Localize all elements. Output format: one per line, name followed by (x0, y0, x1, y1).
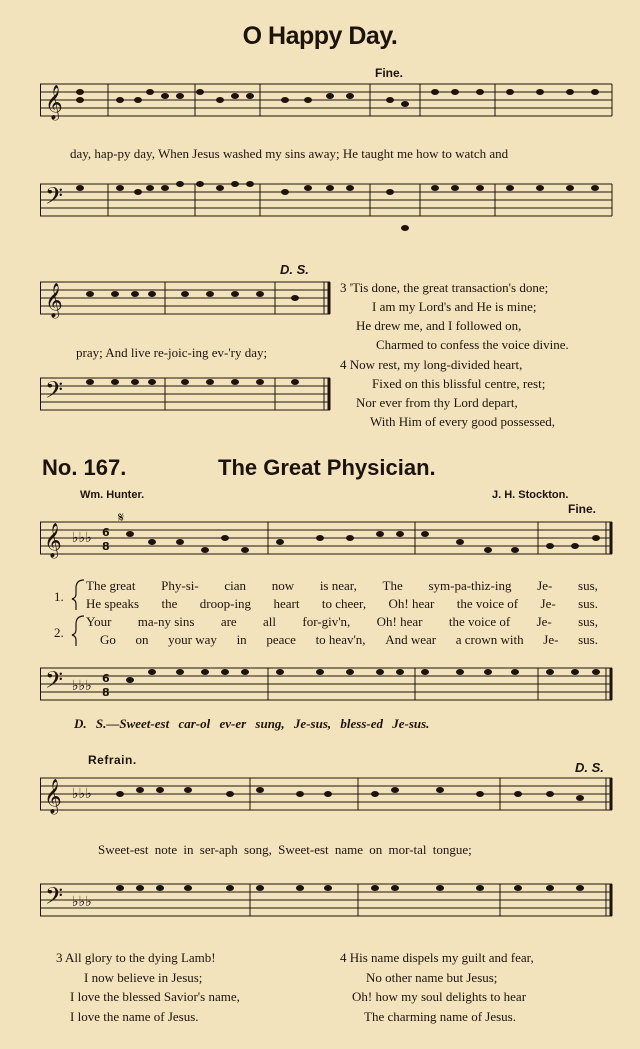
verse-line: He drew me, and I followed on, (356, 318, 522, 333)
segno-icon: 𝄋 (118, 512, 125, 526)
verse1-line1 (86, 578, 598, 594)
hymn1-verse4 (340, 355, 555, 431)
verse-line: 4 Now rest, my long-divided heart, (340, 357, 523, 372)
verse-line: The charming name of Jesus. (364, 1008, 516, 1024)
verse2-line2 (100, 632, 598, 648)
lyric-syllable: Je- (536, 614, 552, 629)
staff-treble-1 (40, 78, 615, 138)
lyric-syllable: cian (224, 578, 247, 593)
verse-line: Oh! how my soul delights to hear (352, 989, 527, 1004)
bass-clef-icon: 𝄢 (45, 182, 64, 215)
verse-line: 3 All glory to the dying Lamb! (56, 950, 216, 965)
lyric-syllable: now (271, 578, 295, 593)
verse-line: I love the name of Jesus. (70, 1008, 199, 1024)
svg-text:𝄞: 𝄞 (45, 283, 63, 318)
lyric-syllable: sus, (578, 614, 598, 629)
svg-text:6: 6 (102, 526, 110, 539)
lyric-syllable: Your (86, 614, 112, 629)
hymn-number: No. 167. (42, 455, 127, 480)
verse-line: 3 'Tis done, the great transaction's done; (340, 280, 549, 295)
lyric-syllable: sus. (578, 632, 598, 647)
svg-text:8: 8 (102, 686, 110, 699)
lyric-syllable: on (135, 632, 149, 647)
lyric-syllable: in (236, 632, 247, 647)
verse-line: I love the blessed Savior's name, (70, 989, 240, 1004)
lyric-syllable: a crown with (455, 632, 524, 647)
hymn2-verse4 (340, 948, 534, 1026)
lyric-syllable: your way (168, 632, 217, 647)
svg-text:♭♭♭: ♭♭♭ (72, 894, 92, 910)
ds-lyrics: D. S.—Sweet-est car-ol ev-er sung, Je-sus, bless-ed Je-sus. (74, 716, 430, 731)
verse2-line1 (86, 614, 598, 630)
lyric-syllable: peace (266, 632, 296, 647)
svg-text:𝄢: 𝄢 (45, 666, 64, 699)
lyric-syllable: He speaks (86, 596, 140, 611)
lyric-syllable: all (263, 614, 277, 629)
lyric-syllable: The great (86, 578, 136, 593)
lyric-syllable: sus, (578, 578, 598, 593)
lyric-syllable: Oh! hear (376, 614, 423, 629)
staff-bass-4 (40, 870, 615, 930)
lyric-syllable: sus. (578, 596, 598, 611)
svg-text:♭♭♭: ♭♭♭ (72, 786, 92, 802)
hymn-title: The Great Physician. (218, 455, 436, 480)
verse-line: Fixed on this blissful centre, rest; (372, 376, 546, 391)
ds-marker: D. S. (575, 760, 604, 775)
staff-treble-2 (40, 276, 335, 331)
hymn1-verse3 (340, 278, 569, 354)
hymn2-verse3 (56, 948, 240, 1026)
verse-line: Charmed to confess the voice divine. (376, 337, 569, 352)
svg-text:8: 8 (102, 540, 110, 553)
treble-clef-icon: 𝄞 (45, 85, 63, 120)
lyric-syllable: Oh! hear (388, 596, 435, 611)
lyric-syllable: to heav'n, (315, 632, 366, 647)
staff-treble-4 (40, 770, 615, 830)
staff-bass-2 (40, 372, 335, 422)
staff-treble-3 (40, 512, 615, 574)
staff-bass-3 (40, 650, 615, 712)
verse-number: 2. (54, 625, 64, 640)
lyric-syllable: And wear (385, 632, 437, 647)
verse-line: I am my Lord's and He is mine; (372, 299, 537, 314)
refrain-label: Refrain. (88, 753, 137, 767)
lyric-syllable: Je- (540, 596, 556, 611)
author-credit: Wm. Hunter. (80, 489, 145, 501)
ds-marker: D. S. (280, 262, 309, 277)
hymn1-lyrics-line2: pray; And live re-joic-ing ev-'ry day; (76, 345, 268, 360)
verse-line: With Him of every good possessed, (370, 414, 556, 429)
lyric-syllable: the voice of (456, 596, 519, 611)
svg-text:♭♭♭: ♭♭♭ (72, 678, 92, 694)
svg-text:𝄞: 𝄞 (44, 523, 62, 558)
verse-line: No other name but Jesus; (366, 969, 498, 985)
lyric-syllable: Phy-si- (161, 578, 199, 593)
refrain-lyrics: Sweet-est note in ser-aph song, Sweet-est name on mor-tal tongue; (98, 842, 472, 857)
composer-credit: J. H. Stockton. (492, 489, 569, 501)
svg-text:𝄢: 𝄢 (45, 882, 64, 915)
lyric-syllable: the (161, 596, 178, 611)
svg-text:𝄢: 𝄢 (45, 376, 64, 409)
lyric-syllable: sym-pa-thiz-ing (428, 578, 512, 593)
lyric-syllable: Je- (537, 578, 553, 593)
svg-text:𝄞: 𝄞 (44, 779, 62, 814)
lyric-syllable: Je- (543, 632, 559, 647)
fine-marker: Fine. (375, 66, 404, 80)
verse-number: 1. (54, 589, 64, 604)
svg-text:6: 6 (102, 672, 110, 685)
fine-marker: Fine. (568, 502, 597, 516)
lyric-syllable: droop-ing (199, 596, 252, 611)
lyric-syllable: are (220, 614, 237, 629)
hymn1-lyrics-line1: day, hap-py day, When Jesus washed my sins away; He taught me how to watch and (70, 146, 509, 161)
verse1-line2 (86, 596, 598, 612)
lyric-syllable: for-giv'n, (302, 614, 351, 629)
lyric-syllable: The (382, 578, 403, 593)
lyric-syllable: heart (273, 596, 300, 611)
lyric-syllable: Go (100, 632, 116, 647)
flat-icon: ♭♭♭ (72, 530, 92, 546)
hymn-title: O Happy Day. (242, 22, 398, 50)
lyric-syllable: to cheer, (321, 596, 367, 611)
lyric-syllable: is near, (319, 578, 357, 593)
staff-bass-1 (40, 178, 615, 248)
verse-line: I now believe in Jesus; (84, 969, 203, 985)
lyric-syllable: the voice of (448, 614, 511, 629)
lyric-syllable: ma-ny sins (137, 614, 195, 629)
verse-line: 4 His name dispels my guilt and fear, (340, 950, 534, 965)
verse-line: Nor ever from thy Lord depart, (356, 395, 518, 410)
